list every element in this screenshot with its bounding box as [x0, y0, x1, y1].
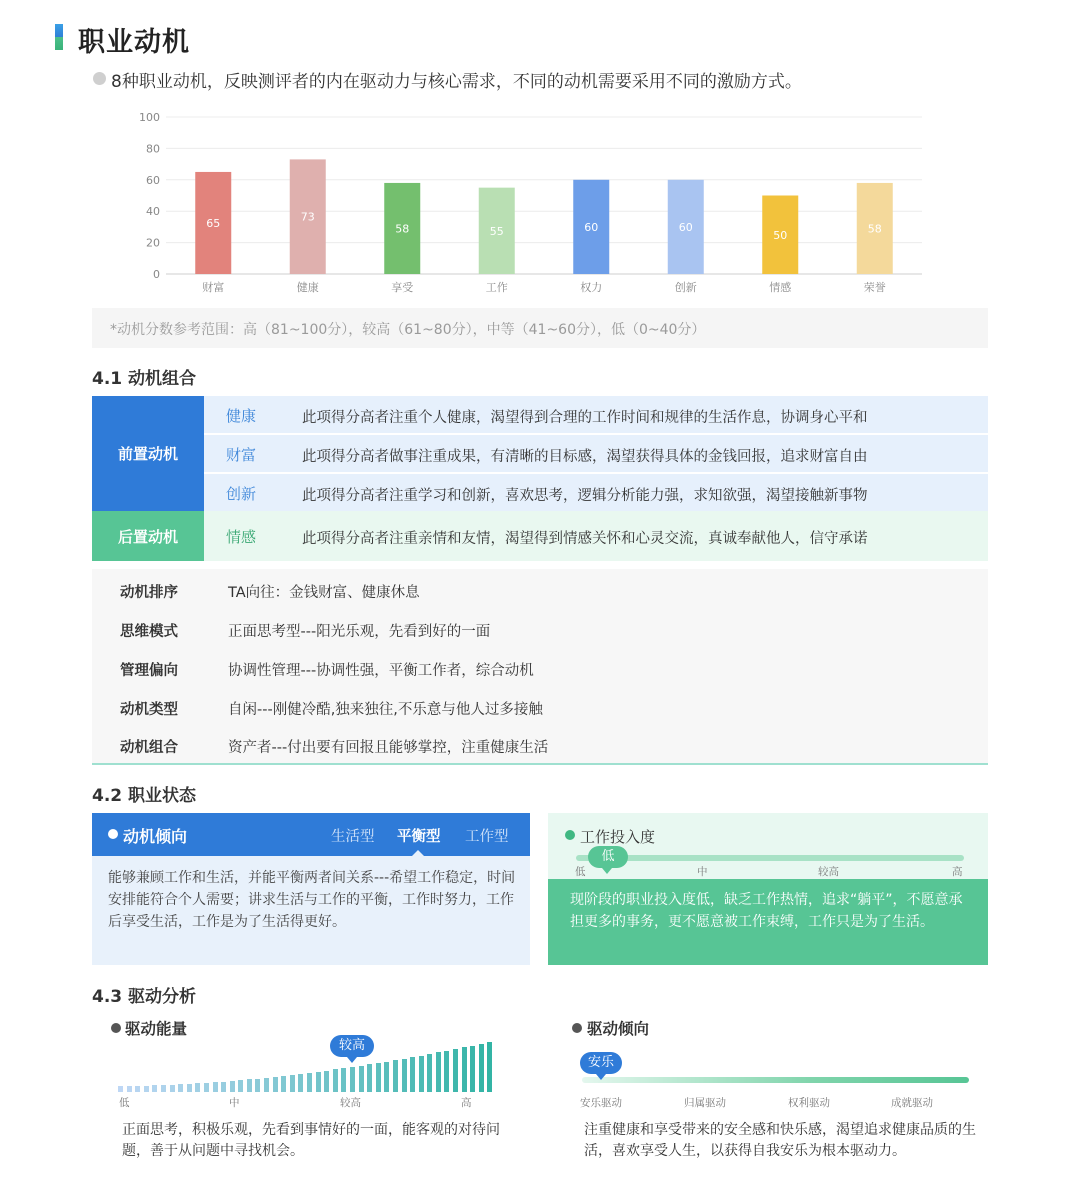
scale-label: 中: [229, 1097, 240, 1109]
bullet-dot-icon: [565, 830, 575, 840]
bar-value-label: 60: [678, 220, 693, 234]
bar-value-label: 50: [773, 228, 788, 242]
bullet-dot-icon: [572, 1023, 582, 1033]
energy-bar: [324, 1071, 329, 1092]
y-tick-label: 20: [146, 236, 160, 250]
marker-pointer: [596, 1074, 606, 1080]
energy-bar: [178, 1084, 183, 1092]
scale-label: 安乐驱动: [580, 1097, 622, 1109]
marker-pointer: [347, 1057, 357, 1063]
energy-bar: [170, 1085, 175, 1092]
energy-bar: [419, 1056, 424, 1092]
motivation-name: 健康: [226, 407, 257, 425]
energy-bar: [118, 1086, 123, 1092]
y-tick-label: 80: [146, 142, 160, 156]
energy-bar: [144, 1086, 149, 1092]
bullet-dot-icon: [108, 829, 118, 839]
bullet-dot-icon: [93, 72, 106, 85]
motivation-name: 财富: [226, 446, 257, 464]
info-value: TA向往：金钱财富、健康休息: [228, 585, 420, 601]
scale-label: 权利驱动: [788, 1097, 830, 1109]
energy-bar: [376, 1063, 381, 1092]
scale-label: 较高: [340, 1097, 361, 1109]
x-tick-label: 荣誉: [863, 281, 886, 294]
energy-bar: [462, 1047, 467, 1092]
info-label: 动机组合: [120, 740, 178, 756]
energy-bar: [187, 1084, 192, 1092]
info-value: 正面思考型---阳光乐观，先看到好的一面: [228, 624, 491, 640]
energy-bar: [255, 1079, 260, 1092]
energy-bar: [135, 1086, 140, 1092]
bar-value-label: 58: [867, 222, 882, 236]
input-title: 工作投入度: [580, 828, 656, 846]
bar-value-label: 55: [489, 224, 504, 238]
tab-life[interactable]: 生活型: [331, 829, 375, 845]
scale-label: 高: [952, 866, 963, 878]
energy-bar: [367, 1064, 372, 1092]
energy-bar: [195, 1083, 200, 1092]
energy-bar: [273, 1077, 278, 1092]
energy-bar: [127, 1086, 132, 1092]
section-4-2-heading: 4.2 职业状态: [92, 786, 197, 806]
energy-bar: [341, 1068, 346, 1092]
section-4-1-heading: 4.1 动机组合: [92, 369, 197, 389]
x-tick-label: 情感: [769, 281, 792, 294]
energy-bar: [410, 1057, 415, 1092]
y-tick-label: 0: [153, 268, 160, 281]
scale-label: 高: [461, 1097, 472, 1109]
energy-level-marker: 较高: [330, 1035, 374, 1057]
input-text: 现阶段的职业投入度低，缺乏工作热情，追求“躺平”，不愿意承担更多的事务，更不愿意被工作束缚，工作只是为了生活。: [570, 892, 963, 930]
motivation-name: 情感: [226, 528, 257, 546]
input-level-marker: 低: [588, 846, 628, 868]
energy-bar: [204, 1083, 209, 1092]
energy-bar: [298, 1074, 303, 1092]
bar-value-label: 58: [395, 222, 410, 236]
bar-value-label: 65: [206, 216, 221, 230]
info-label: 思维模式: [120, 624, 178, 640]
energy-bar: [487, 1042, 492, 1092]
x-tick-label: 工作: [485, 281, 508, 294]
tab-balance[interactable]: 平衡型: [397, 829, 441, 845]
energy-bar: [436, 1052, 441, 1092]
drive-track: [582, 1077, 969, 1083]
motivation-desc: 此项得分高者做事注重成果，有清晰的目标感，渴望获得具体的金钱回报，追求财富自由: [302, 449, 868, 465]
energy-bar: [350, 1067, 355, 1092]
input-level-track: [576, 855, 964, 861]
tab-work[interactable]: 工作型: [465, 829, 509, 845]
back-motivation-label: 后置动机: [92, 511, 204, 561]
energy-bar: [213, 1082, 218, 1092]
energy-bar: [264, 1078, 269, 1092]
motivation-desc: 此项得分高者注重亲情和友情，渴望得到情感关怀和心灵交流，真诚奉献他人，信守承诺: [302, 531, 868, 547]
page-title: 职业动机: [78, 27, 190, 58]
x-tick-label: 享受: [391, 281, 414, 294]
energy-bar: [470, 1046, 475, 1092]
info-value: 自闲---刚健冷酷,独来独往,不乐意与他人过多接触: [228, 702, 543, 718]
x-tick-label: 权力: [580, 281, 603, 294]
drive-title: 驱动倾向: [587, 1020, 650, 1038]
motivation-desc: 此项得分高者注重学习和创新，喜欢思考，逻辑分析能力强，求知欲强，渴望接触新事物: [302, 488, 868, 504]
y-tick-label: 100: [139, 111, 160, 124]
energy-bar: [221, 1082, 226, 1092]
energy-bar: [290, 1075, 295, 1092]
bar-value-label: 73: [300, 210, 315, 224]
motivation-desc: 此项得分高者注重个人健康，渴望得到合理的工作时间和规律的生活作息，协调身心平和: [302, 410, 868, 426]
info-label: 动机类型: [120, 702, 178, 718]
scale-label: 低: [119, 1097, 130, 1109]
energy-bar: [384, 1062, 389, 1092]
energy-bar: [281, 1076, 286, 1092]
energy-bar: [230, 1081, 235, 1092]
energy-bar: [427, 1054, 432, 1092]
scale-label: 低: [575, 866, 586, 878]
energy-bar: [161, 1085, 166, 1092]
tendency-title: 动机倾向: [123, 827, 188, 846]
x-tick-label: 创新: [674, 281, 697, 294]
energy-bar: [307, 1073, 312, 1092]
scale-label: 较高: [818, 866, 839, 878]
energy-bar: [453, 1049, 458, 1092]
scale-label: 归属驱动: [684, 1097, 726, 1109]
energy-bar: [247, 1079, 252, 1092]
energy-bar: [393, 1060, 398, 1092]
energy-text: 正面思考，积极乐观，先看到事情好的一面，能客观的对待问题，善于从问题中寻找机会。: [122, 1122, 500, 1159]
bullet-dot-icon: [111, 1023, 121, 1033]
tab-pointer: [412, 850, 424, 856]
drive-text: 注重健康和享受带来的安全感和快乐感，渴望追求健康品质的生活，喜欢享受人生，以获得自我安乐为根本驱动力。: [584, 1122, 976, 1159]
x-tick-label: 健康: [296, 281, 319, 294]
motivation-name: 创新: [226, 485, 257, 503]
info-label: 管理偏向: [120, 663, 178, 679]
scale-label: 成就驱动: [891, 1097, 933, 1109]
x-tick-label: 财富: [202, 281, 225, 294]
info-value: 资产者---付出要有回报且能够掌控，注重健康生活: [228, 740, 549, 756]
intro-text: 8种职业动机，反映测评者的内在驱动力与核心需求，不同的动机需要采用不同的激励方式。: [111, 72, 802, 92]
scale-label: 中: [697, 866, 708, 878]
y-tick-label: 60: [146, 173, 160, 187]
score-note: *动机分数参考范围：高（81~100分），较高（61~80分），中等（41~60分），低（0~40分）: [110, 322, 706, 338]
marker-pointer: [602, 868, 612, 874]
energy-bar: [316, 1072, 321, 1092]
energy-title: 驱动能量: [125, 1020, 188, 1038]
energy-bar: [238, 1080, 243, 1092]
energy-bars: [118, 1040, 496, 1092]
front-motivation-label: 前置动机: [92, 396, 204, 511]
section-4-3-heading: 4.3 驱动分析: [92, 987, 197, 1007]
title-accent-bar: [55, 24, 63, 50]
energy-bar: [333, 1069, 338, 1092]
bar-value-label: 60: [584, 220, 599, 234]
energy-bar: [359, 1066, 364, 1092]
energy-bar: [444, 1051, 449, 1092]
energy-bar: [479, 1044, 484, 1092]
info-label: 动机排序: [120, 585, 178, 601]
energy-bar: [402, 1059, 407, 1092]
y-tick-label: 40: [146, 205, 160, 219]
drive-marker: 安乐: [580, 1052, 622, 1074]
motivation-bar-chart: [120, 104, 940, 300]
tendency-text: 能够兼顾工作和生活，并能平衡两者间关系---希望工作稳定，时间安排能符合个人需要；讲求生活与工作的平衡，工作时努力，工作后享受生活，工作是为了生活得更好。: [108, 870, 516, 930]
info-value: 协调性管理---协调性强，平衡工作者，综合动机: [228, 663, 534, 679]
energy-bar: [152, 1085, 157, 1092]
